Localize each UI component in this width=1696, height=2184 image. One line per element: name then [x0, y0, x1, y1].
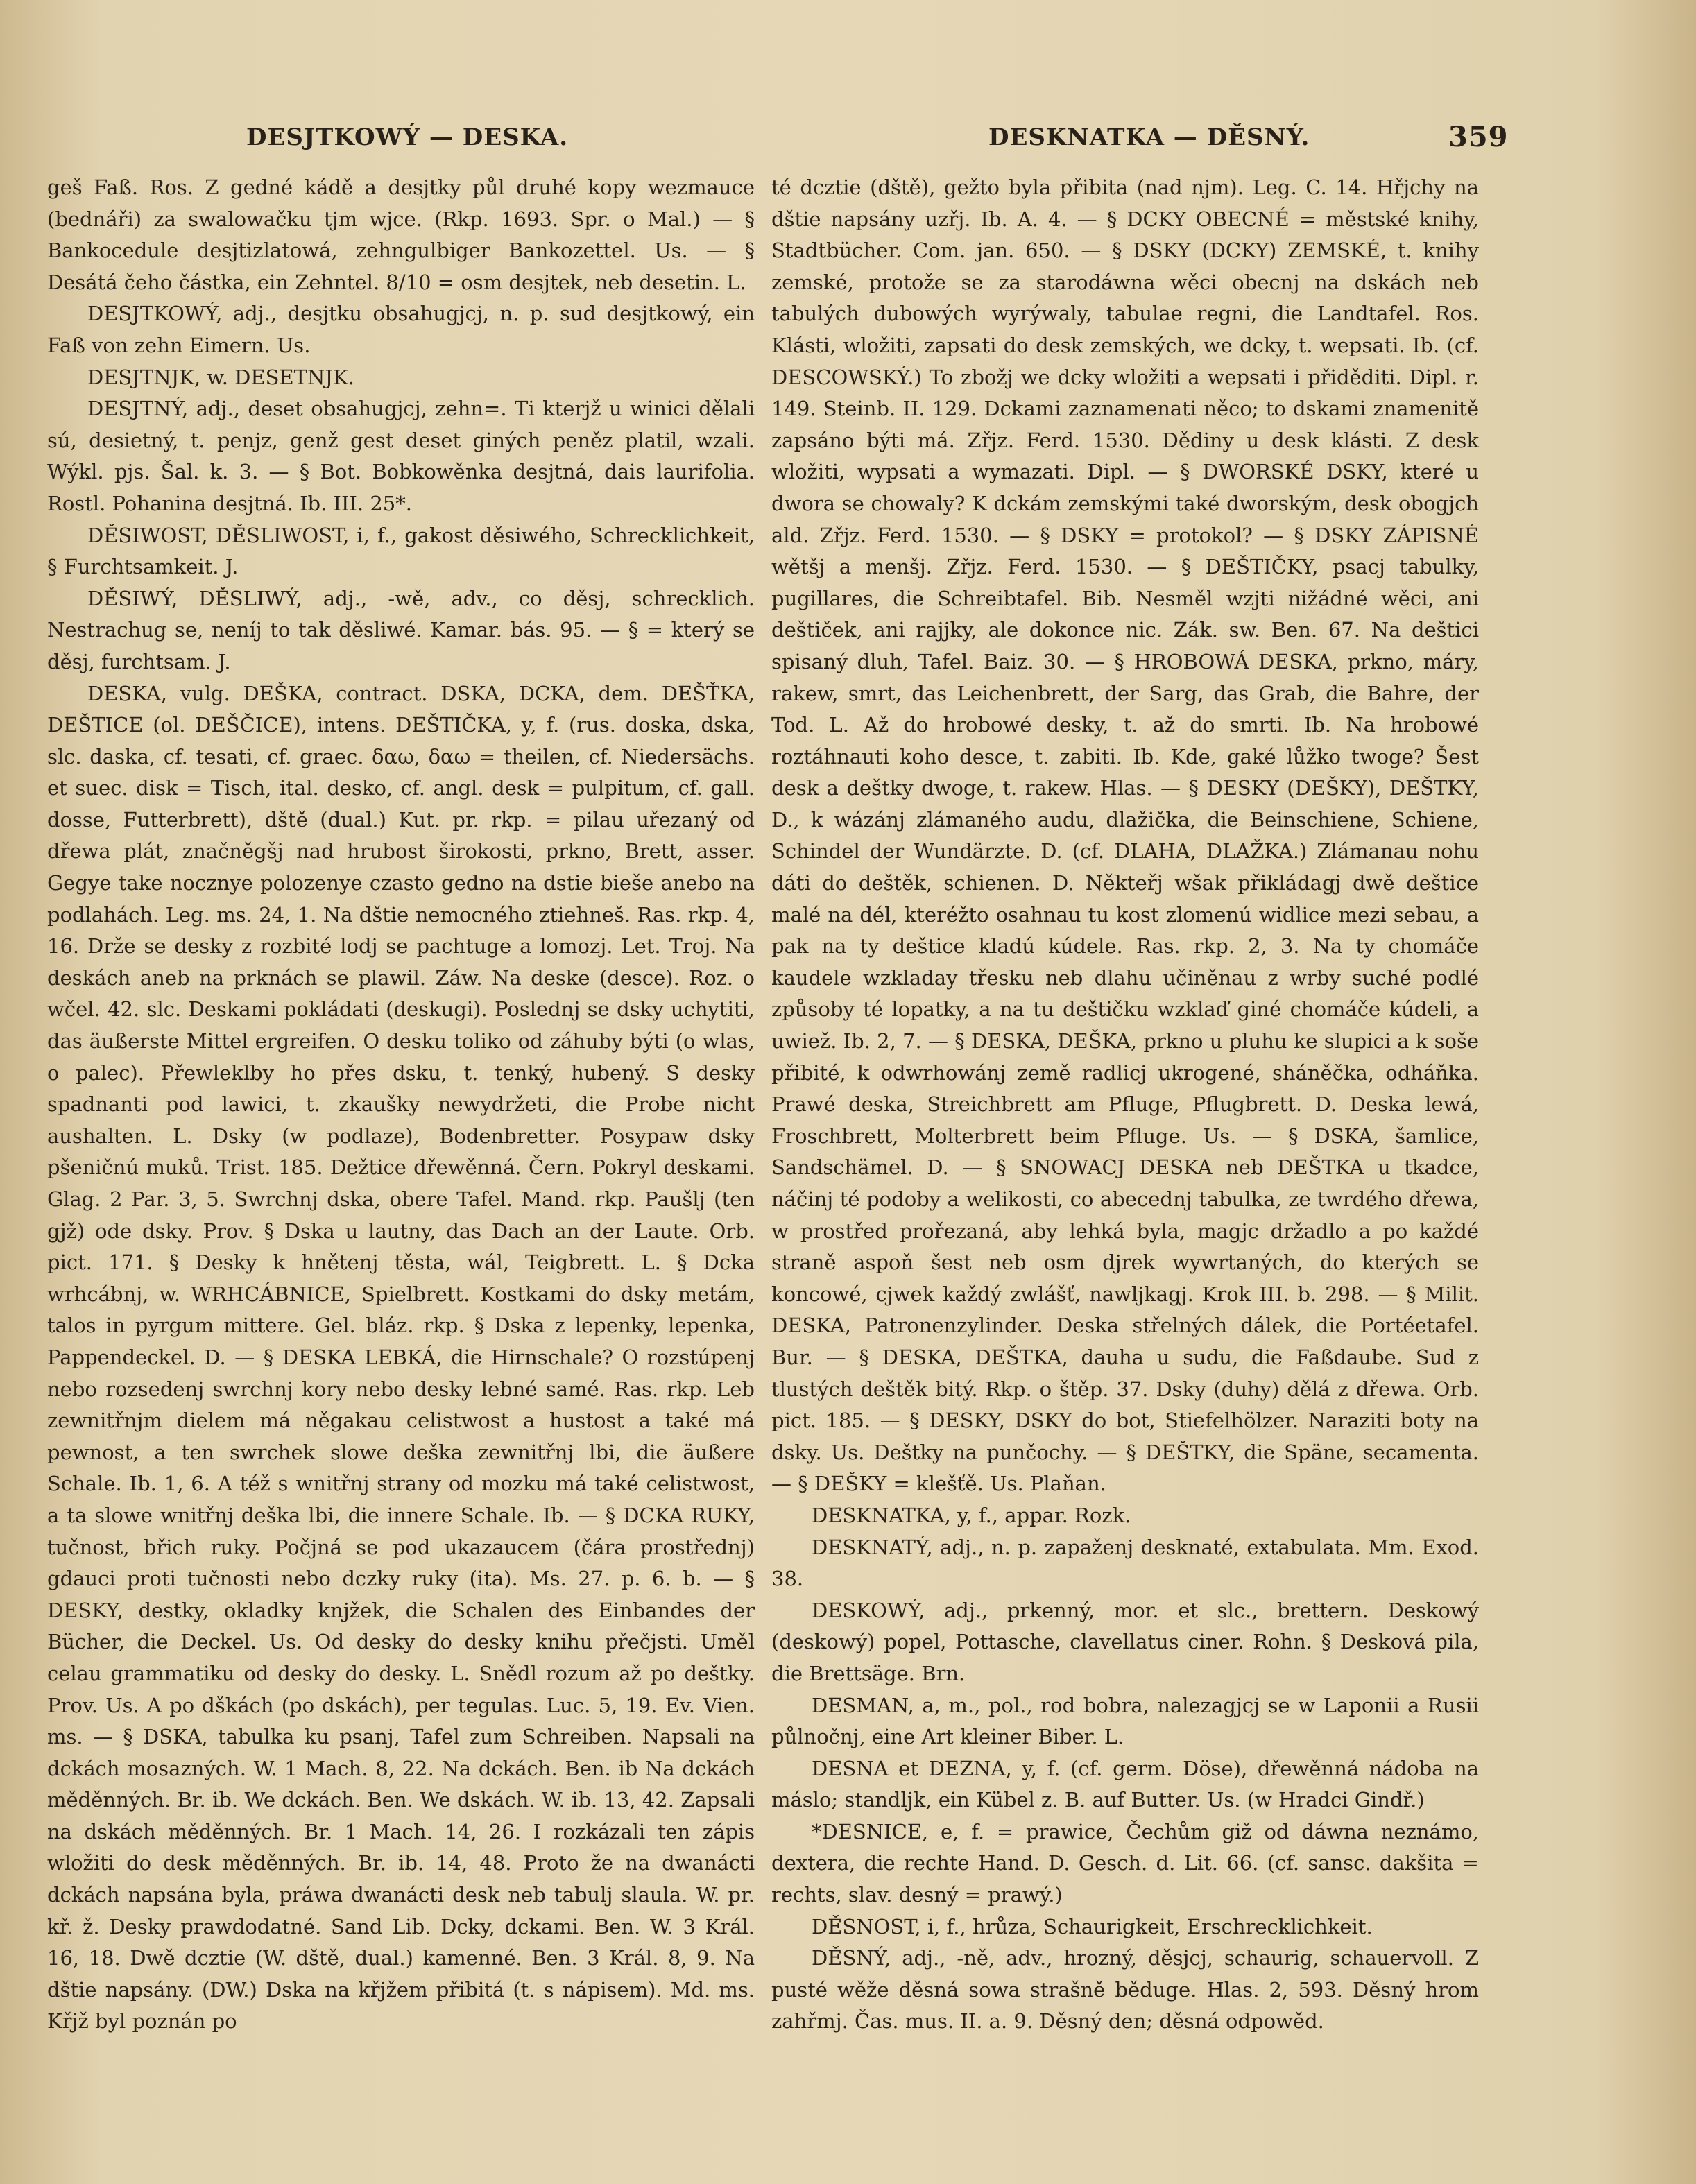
entry-continuation: geš Faß. Ros. Z gedné kádě a desjtky půl druhé kopy wezmauce (bednáři) za swalowačku tjm wjce. (Rkp. 1693. Spr. o Mal.) — § Bankocedule desjtizlatowá, zehngulbiger Bankozettel. Us. — § Desátá čeho částka, ein Zehntel. 8/10 = osm desjtek, neb desetin. L.	[47, 175, 755, 294]
right-column	[771, 172, 1479, 2038]
entry-desjtnjk: DESJTNJK, w. DESETNJK.	[87, 365, 354, 389]
entry-desna: DESNA et DEZNA, y, f. (cf. germ. Döse), dřewěnná nádoba na máslo; standljk, ein Kübel z. B. auf Butter. Us. (w Hradci Gindř.)	[771, 1756, 1479, 1812]
entry-desnost: DĚSNOST, i, f., hrůza, Schaurigkeit, Erschrecklichkeit.	[812, 1914, 1373, 1938]
entry-desiwy: DĚSIWÝ, DĚSLIWÝ, adj., -wě, adv., co děsj, schrecklich. Nestrachug se, neníj to tak děsliwé. Kamar. bás. 95. — § = který se děsj, furchtsam. J.	[47, 586, 755, 673]
entry-desjtny: DESJTNÝ, adj., deset obsahugjcj, zehn=. Ti kterjž u winici dělali sú, desietný, t. penjz, genž gest deset giných peněz platil, wzali. Wýkl. pjs. Šal. k. 3. — § Bot. Bobkowěnka desjtná, dais laurifolia. Rostl. Pohanina desjtná. Ib. III. 25*.	[47, 397, 755, 515]
entry-desiwost: DĚSIWOST, DĚSLIWOST, i, f., gakost děsiwého, Schrecklichkeit, § Furchtsamkeit. J.	[47, 523, 755, 579]
entry-deskowy: DESKOWÝ, adj., prkenný, mor. et slc., brettern. Deskowý (deskowý) popel, Pottasche, clavellatus ciner. Rohn. § Desková pila, die Brettsäge. Brn.	[771, 1598, 1479, 1685]
entry-desnice: *DESNICE, e, f. = prawice, Čechům giž od dáwna neznámo, dextera, die rechte Hand. D. Gesch. d. Lit. 66. (cf. sansc. dakšita = rechts, slav. desný = prawý.)	[771, 1819, 1479, 1907]
page-header	[0, 118, 1696, 160]
entry-deska-continuation: té dcztie (dště), gežto byla přibita (nad njm). Leg. C. 14. Hřjchy na dštie napsány uzřj. Ib. A. 4. — § DCKY OBECNÉ = městské knihy, Stadtbücher. Com. jan. 650. — § DSKY (DCKY) ZEMSKÉ, t. knihy zemské, protože se za starodáwna wěci obecnj na dskách neb tabulých dubowých wyrýwaly, tabulae regni, die Landtafel. Ros. Klásti, wložiti, zapsati do desk zemských, we dcky, t. wepsati. Ib. (cf. DESCOWSKÝ.) To zbožj we dcky wložiti a wepsati i přiděditi. Dipl. r. 149. Steinb. II. 129. Dckami zaznamenati něco; to dskami znamenitě zapsáno býti má. Zřjz. Ferd. 1530. Dědiny u desk klásti. Z desk wložiti, wypsati a wymazati. Dipl. — § DWORSKÉ DSKY, které u dwora se chowaly? K dckám zemskými také dworským, desk obogjch ald. Zřjz. Ferd. 1530. — § DSKY = protokol? — § DSKY ZÁPISNÉ wětšj a menšj. Zřjz. Ferd. 1530. — § DEŠTIČKY, psacj tabulky, pugillares, die Schreibtafel. Bib. Nesměl wzjti nižádné wěci, ani deštiček, ani rajjky, ale dokonce nic. Zák. sw. Ben. 67. Na deštici spisaný dluh, Tafel. Baiz. 30. — § HROBOWÁ DESKA, prkno, máry, rakew, smrt, das Leichenbrett, der Sarg, das Grab, die Bahre, der Tod. L. Až do hrobowé desky, t. až do smrti. Ib. Na hrobowé roztáhnauti koho desce, t. zabiti. Ib. Kde, gaké lůžko twoge? Šest desk a deštky dwoge, t. rakew. Hlas. — § DESKY (DEŠKY), DEŠTKY, D., k wázánj zlámaného audu, dlažička, die Beinschiene, Schiene, Schindel der Wundärzte. D. (cf. DLAHA, DLAŽKA.) Zlámanau nohu dáti do deštěk, schienen. D. Někteřj wšak přikládagj dwě deštice malé na dél, kteréžto osahnau tu kost zlomenú widlice mezi sebau, a pak na ty deštice kladú kúdele. Ras. rkp. 2, 3. Na ty chomáče kaudele wzkladay třesku neb dlahu učiněnau z wrby suché podlé způsoby té lopatky, a na tu deštičku wzklaď giné chomáče kúdeli, a uwiež. Ib. 2, 7. — § DESKA, DEŠKA, prkno u pluhu ke slupici a k soše přibité, k odwrhowánj země radlicj ukrogené, sháněčka, odháňka. Prawé deska, Streichbrett am Pfluge, Pflugbrett. D. Deska lewá, Froschbrett, Molterbrett beim Pfluge. Us. — § DSKA, šamlice, Sandschämel. D. — § SNOWACJ DESKA neb DEŠTKA u tkadce, náčinj té podoby a welikosti, co abecednj tabulka, ze twrdého dřewa, w prostřed prořezaná, aby lehká byla, magjc držadlo a po každé straně aspoň šest neb osm djrek wywrtaných, do kterých se koncowé, cjwek každý zwlášť, nawljkagj. Krok III. b. 298. — § Milit. DESKA, Patronenzylinder. Deska střelných dálek, die Portéetafel. Bur. — § DESKA, DEŠTKA, dauha u sudu, die Faßdaube. Sud z tlustých deštěk bitý. Rkp. o štěp. 37. Dsky (duhy) dělá z dřewa. Orb. pict. 185. — § DESKY, DSKY do bot, Stiefelhölzer. Naraziti boty na dsky. Us. Deštky na punčochy. — § DEŠTKY, die Späne, secamenta. — § DEŠKY = klešťě. Us. Plaňan.	[771, 175, 1479, 1496]
entry-desny: DĚSNÝ, adj., -ně, adv., hrozný, děsjcj, schaurig, schauervoll. Z pusté wěže děsná sowa strašně běduge. Hlas. 2, 593. Děsný hrom zahřmj. Čas. mus. II. a. 9. Děsný den; děsná odpowěd.	[771, 1946, 1479, 2033]
entry-deska: DESKA, vulg. DEŠKA, contract. DSKA, DCKA, dem. DEŠŤKA, DEŠTICE (ol. DEŠČICE), intens. DEŠTIČKA, y, f. (rus. doska, dska, slc. daska, cf. tesati, cf. graec. δαω, δαω = theilen, cf. Niedersächs. et suec. disk = Tisch, ital. desko, cf. angl. desk = pulpitum, cf. gall. dosse, Futterbrett), dště (dual.) Kut. pr. rkp. = pilau uřezaný od dřewa plát, značněgšj nad hrubost širokosti, prkno, Brett, asser. Gegye take nocznye polozenye czasto gedno na dstie bieše anebo na podlahách. Leg. ms. 24, 1. Na dštie nemocného ztiehneš. Ras. rkp. 4, 16. Drže se desky z rozbité lodj se pachtuge a lomozj. Let. Troj. Na deskách aneb na prknách se plawil. Záw. Na deske (desce). Roz. o wčel. 42. slc. Deskami pokládati (deskugi). Poslednj se dsky uchytiti, das äußerste Mittel ergreifen. O desku toliko od záhuby býti (o wlas, o palec). Přewleklby ho přes dsku, t. tenký, hubený. S desky spadnanti pod lawici, t. zkaušky newydržeti, die Probe nicht aushalten. L. Dsky (w podlaze), Bodenbretter. Posypaw dsky pšeničnú muků. Trist. 185. Dežtice dřewěnná. Čern. Pokryl deskami. Glag. 2 Par. 3, 5. Swrchnj dska, obere Tafel. Mand. rkp. Paušlj (ten gjž) ode dsky. Prov. § Dska u lautny, das Dach an der Laute. Orb. pict. 171. § Desky k hnětenj těsta, wál, Teigbrett. L. § Dcka wrhcábnj, w. WRHCÁBNICE, Spielbrett. Kostkami do dsky metám, talos in pyrgum mittere. Gel. bláz. rkp. § Dska z lepenky, lepenka, Pappendeckel. D. — § DESKA LEBKÁ, die Hirnschale? O rozstúpenj nebo rozsedenj swrchnj kory nebo desky lebné samé. Ras. rkp. Leb zewnitřnjm dielem má něgakau celistwost a hustost a také má pewnost, a ten swrchek slowe deška zewnitřnj lbi, die äußere Schale. Ib. 1, 6. A též s wnitřnj strany od mozku má také celistwost, a ta slowe wnitřnj deška lbi, die innere Schale. Ib. — § DCKA RUKY, tučnost, břich ruky. Počjná se pod ukazaucem (čára prostřednj) gdauci proti tučnosti nebo dczky ruky (ita). Ms. 27. p. 6. b. — § DESKY, destky, okladky knjžek, die Schalen des Einbandes der Bücher, die Deckel. Us. Od desky do desky knihu přečjsti. Uměl celau grammatiku od desky do desky. L. Snědl rozum až po deštky. Prov. Us. A po dškách (po dskách), per tegulas. Luc. 5, 19. Ev. Vien. ms. — § DSKA, tabulka ku psanj, Tafel zum Schreiben. Napsali na dckách mosazných. W. 1 Mach. 8, 22. Na dckách. Ben. ib Na dckách měděnných. Br. ib. We dckách. Ben. We dskách. W. ib. 13, 42. Zapsali na dskách měděnných. Br. 1 Mach. 14, 26. I rozkázali ten zápis wložiti do desk měděnných. Br. ib. 14, 48. Proto že na dwanácti dckách napsána byla, práwa dwanácti desk neb tabulj slaula. W. pr. kř. ž. Desky prawdodatné. Sand Lib. Dcky, dckami. Ben. W. 3 Král. 16, 18. Dwě dcztie (W. dště, dual.) kamenné. Ben. 3 Král. 8, 9. Na dštie napsány. (DW.) Dska na křjžem přibitá (t. s nápisem). Md. ms. Křjž byl poznán po	[47, 681, 755, 2033]
left-running-head: DESJTKOWÝ — DESKA.	[246, 123, 569, 151]
entry-desknaty: DESKNATÝ, adj., n. p. zapaženj desknaté, extabulata. Mm. Exod. 38.	[771, 1535, 1479, 1591]
entry-desman: DESMAN, a, m., pol., rod bobra, nalezagjcj se w Laponii a Rusii půlnočnj, eine Art kleiner Biber. L.	[771, 1693, 1479, 1749]
left-column	[47, 172, 755, 2038]
entry-desknatka: DESKNATKA, y, f., appar. Rozk.	[812, 1503, 1131, 1527]
right-running-head: DESKNATKA — DĚSNÝ.	[988, 123, 1310, 151]
entry-desjtkowy: DESJTKOWÝ, adj., desjtku obsahugjcj, n. p. sud desjtkowý, ein Faß von zehn Eimern. Us.	[47, 302, 755, 357]
page-number: 359	[1448, 121, 1509, 153]
